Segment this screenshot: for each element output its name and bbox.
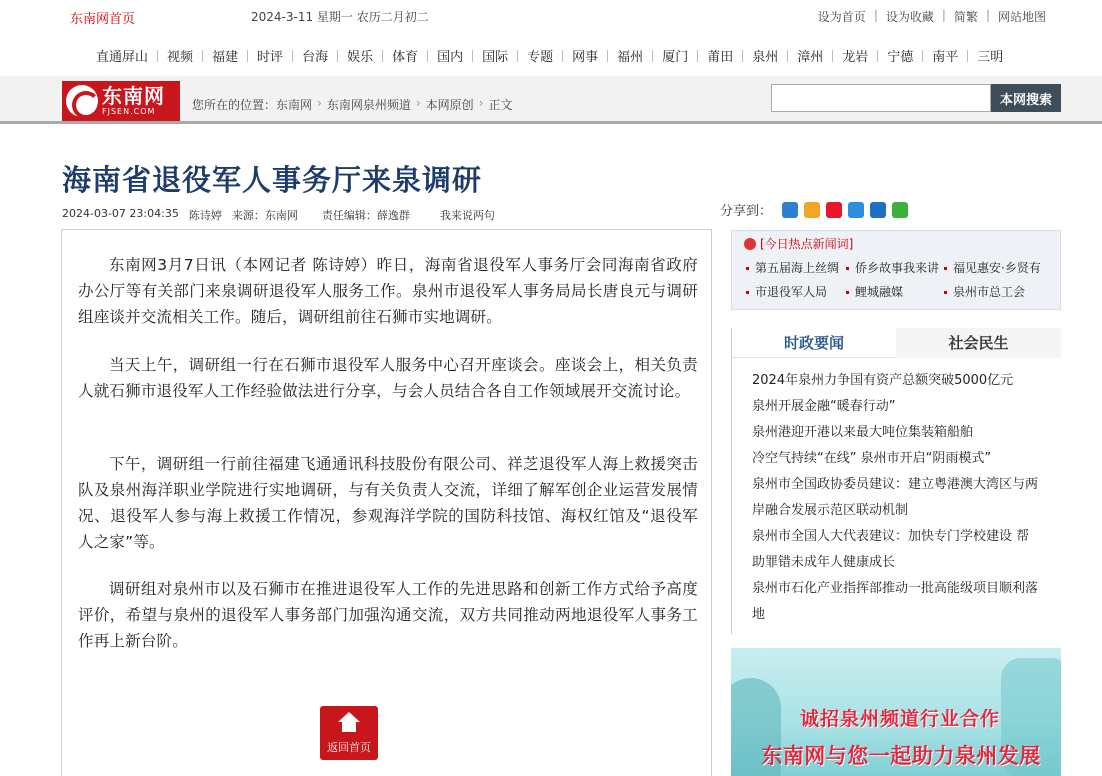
back-home-button[interactable] bbox=[320, 706, 378, 760]
article-paragraph: 东南网3月7日讯（本网记者 陈诗婷）昨日，海南省退役军人事务厅会同海南省政府办公厅等有关部门来泉调研退役军人服务工作。泉州市退役军人事务局局长唐良元与调研组座谈并交流相关工作。随后，调研组前往石狮市实地调研。 bbox=[78, 256, 698, 326]
chevron-right-icon: › bbox=[478, 96, 484, 110]
divider bbox=[472, 50, 473, 62]
nav-item[interactable] bbox=[913, 46, 958, 65]
divider bbox=[922, 50, 923, 62]
breadcrumb-item[interactable]: 东南网泉州频道 bbox=[326, 98, 411, 112]
editor-label: 责任编辑： bbox=[321, 209, 377, 222]
chevron-right-icon: › bbox=[415, 96, 421, 110]
nav-item[interactable] bbox=[733, 46, 778, 65]
nav-item-label[interactable]: 漳州 bbox=[797, 50, 824, 65]
divider bbox=[382, 50, 383, 62]
source-label: 来源： bbox=[231, 209, 265, 222]
nav-item[interactable] bbox=[238, 46, 283, 65]
news-list-item[interactable]: 2024年泉州力争国有资产总额突破5000亿元 bbox=[752, 373, 1014, 388]
nav-item-label[interactable]: 泉州 bbox=[752, 50, 779, 65]
nav-item[interactable] bbox=[418, 46, 463, 65]
hot-news-item[interactable]: 福见惠安·乡贤有 bbox=[944, 259, 1041, 276]
article-paragraph: 调研组对泉州市以及石狮市在推进退役军人工作的先进思路和创新工作方式给予高度评价，希望与泉州的退役军人事务部门加强沟通交流，双方共同推动两地退役军人事务工作再上新台阶。 bbox=[78, 580, 698, 650]
article-body bbox=[61, 229, 712, 776]
news-list-item[interactable]: 泉州市全国人大代表建议：加快专门学校建设 帮 bbox=[752, 529, 1030, 544]
tqq-share-icon[interactable] bbox=[804, 202, 820, 218]
divider bbox=[832, 50, 833, 62]
nav-item-label[interactable]: 龙岩 bbox=[842, 50, 869, 65]
breadcrumb-item[interactable]: 东南网 bbox=[276, 98, 313, 112]
nav-item[interactable] bbox=[328, 46, 373, 65]
renren-share-icon[interactable] bbox=[870, 202, 886, 218]
date-text: 2024-3-11 星期一 农历二月初二 bbox=[251, 10, 429, 24]
breadcrumb-item[interactable]: 本网原创 bbox=[425, 98, 474, 112]
location-label: 您所在的位置： bbox=[192, 98, 277, 112]
news-list-item[interactable]: 冷空气持续“在线” 泉州市开启“阴雨模式” bbox=[752, 451, 992, 466]
nav-item-label[interactable]: 国际 bbox=[482, 50, 509, 65]
nav-item[interactable] bbox=[193, 46, 238, 65]
nav-item-label[interactable]: 福建 bbox=[212, 50, 239, 65]
hot-news-title: [今日热点新闻词] bbox=[760, 237, 854, 251]
nav-item-label[interactable]: 宁德 bbox=[887, 50, 914, 65]
back-home-label: 返回首页 bbox=[327, 741, 371, 754]
article-title: 海南省退役军人事务厅来泉调研 bbox=[62, 163, 483, 197]
hot-news-item[interactable]: 第五届海上丝绸 bbox=[746, 259, 839, 276]
nav-item-label[interactable]: 时评 bbox=[257, 50, 284, 65]
nav-item-label[interactable]: 南平 bbox=[932, 50, 959, 65]
nav-item-label[interactable]: 莆田 bbox=[707, 50, 734, 65]
news-list-item[interactable]: 岸融合发展示范区联动机制 bbox=[752, 503, 909, 518]
logo-subtext: FJSEN.COM bbox=[102, 107, 156, 116]
divider bbox=[787, 50, 788, 62]
divider bbox=[607, 50, 608, 62]
divider bbox=[517, 50, 518, 62]
news-list-item[interactable]: 助罪错未成年人健康成长 bbox=[752, 555, 896, 570]
home-icon bbox=[338, 712, 360, 732]
divider: | bbox=[985, 8, 990, 22]
nav-item[interactable] bbox=[96, 46, 148, 65]
editor-name: 薛逸群 bbox=[376, 209, 410, 222]
weibo-share-icon[interactable] bbox=[826, 202, 842, 218]
publish-datetime: 2024-03-07 23:04:35 bbox=[62, 207, 179, 220]
nav-item[interactable] bbox=[778, 46, 823, 65]
nav-item-label[interactable]: 体育 bbox=[392, 50, 419, 65]
divider bbox=[157, 50, 158, 62]
header-band bbox=[0, 76, 1102, 124]
hot-news-item[interactable]: 市退役军人局 bbox=[746, 283, 827, 300]
divider bbox=[202, 50, 203, 62]
news-list-item[interactable]: 泉州开展金融“暖春行动” bbox=[752, 399, 896, 414]
divider bbox=[731, 358, 732, 634]
news-list-item[interactable]: 泉州港迎开港以来最大吨位集装箱船舶 bbox=[752, 425, 974, 440]
news-list-item[interactable]: 泉州市全国政协委员建议：建立粤港澳大湾区与两 bbox=[752, 477, 1039, 492]
search-button[interactable]: 本网搜索 bbox=[991, 84, 1061, 112]
logo-text: 东南网 bbox=[102, 84, 165, 108]
banner-line-1: 诚招泉州频道行业合作 bbox=[799, 708, 1000, 730]
search-input[interactable] bbox=[771, 84, 991, 112]
nav-list bbox=[96, 46, 1003, 65]
news-list-item[interactable]: 地 bbox=[752, 607, 766, 622]
breadcrumb bbox=[192, 96, 513, 113]
author-name: 陈诗婷 bbox=[188, 209, 222, 222]
nav-item-label[interactable]: 网事 bbox=[572, 50, 599, 65]
nav-item[interactable] bbox=[823, 46, 868, 65]
sitemap-link[interactable]: 网站地图 bbox=[997, 10, 1046, 24]
news-tabs bbox=[731, 328, 1061, 358]
divider bbox=[877, 50, 878, 62]
site-logo[interactable] bbox=[62, 81, 180, 121]
source-name: 东南网 bbox=[264, 209, 298, 222]
divider bbox=[742, 50, 743, 62]
divider bbox=[652, 50, 653, 62]
nav-item-label[interactable]: 福州 bbox=[617, 50, 644, 65]
channel-nav bbox=[0, 32, 1102, 76]
divider bbox=[427, 50, 428, 62]
divider: | bbox=[873, 8, 878, 22]
nav-item[interactable] bbox=[283, 46, 328, 65]
nav-item[interactable] bbox=[688, 46, 733, 65]
article-paragraph: 当天上午，调研组一行在石狮市退役军人服务中心召开座谈会。座谈会上，相关负责人就石狮市退役军人工作经验做法进行分享，与会人员结合各自工作领域展开交流讨论。 bbox=[78, 356, 698, 400]
hot-news-heading bbox=[744, 235, 853, 252]
home-badge-icon bbox=[744, 238, 756, 250]
divider bbox=[292, 50, 293, 62]
nav-item[interactable] bbox=[373, 46, 418, 65]
nav-item[interactable] bbox=[553, 46, 598, 65]
nav-item-label[interactable]: 台海 bbox=[302, 50, 329, 65]
wechat-share-icon[interactable] bbox=[892, 202, 908, 218]
nav-item[interactable] bbox=[643, 46, 688, 65]
tab-politics[interactable]: 时政要闻 bbox=[731, 328, 896, 358]
divider bbox=[247, 50, 248, 62]
divider bbox=[337, 50, 338, 62]
nav-item-label[interactable]: 直通屏山 bbox=[96, 50, 149, 65]
nav-item-label[interactable]: 厦门 bbox=[662, 50, 689, 65]
nav-item[interactable] bbox=[148, 46, 193, 65]
hot-news-box bbox=[731, 230, 1061, 310]
hot-news-item[interactable]: 鲤城融媒 bbox=[846, 283, 903, 300]
simplified-traditional-link[interactable]: 简繁 bbox=[953, 10, 978, 24]
hot-news-item[interactable]: 泉州市总工会 bbox=[944, 283, 1025, 300]
nav-item[interactable] bbox=[508, 46, 553, 65]
home-link[interactable]: 东南网首页 bbox=[70, 12, 136, 27]
nav-item[interactable] bbox=[958, 46, 1003, 65]
logo-mark-icon bbox=[66, 85, 98, 117]
banner-line-2: 东南网与您一起助力泉州发展 bbox=[761, 744, 1041, 768]
site-search bbox=[771, 84, 1061, 112]
qzone-share-icon[interactable] bbox=[782, 202, 798, 218]
divider bbox=[562, 50, 563, 62]
add-favorite-link[interactable]: 设为收藏 bbox=[885, 10, 934, 24]
news-list-item[interactable]: 泉州市石化产业指挥部推动一批高能级项目顺利落 bbox=[752, 581, 1039, 596]
nav-item-label[interactable]: 视频 bbox=[167, 50, 194, 65]
article-paragraph: 下午，调研组一行前往福建飞通通讯科技股份有限公司、祥芝退役军人海上救援突击队及泉州海洋职业学院进行实地调研，与有关负责人交流，详细了解军创企业运营发展情况、退役军人参与海上救援工作情况，参观海洋学院的国防科技馆、海权红馆及“退役军人之家”等。 bbox=[78, 455, 698, 551]
share-icons bbox=[776, 202, 908, 218]
nav-item-label[interactable]: 三明 bbox=[977, 50, 1004, 65]
divider bbox=[967, 50, 968, 62]
nav-item-label[interactable]: 专题 bbox=[527, 50, 554, 65]
top-bar bbox=[0, 0, 1102, 32]
comment-link[interactable]: 我来说两句 bbox=[439, 209, 495, 222]
divider bbox=[697, 50, 698, 62]
nav-item[interactable] bbox=[868, 46, 913, 65]
article-meta bbox=[62, 207, 495, 223]
nav-item-label[interactable]: 娱乐 bbox=[347, 50, 374, 65]
chevron-right-icon: › bbox=[317, 96, 322, 110]
nav-item-label[interactable]: 国内 bbox=[437, 50, 464, 65]
nav-item[interactable] bbox=[598, 46, 643, 65]
tab-society[interactable]: 社会民生 bbox=[896, 328, 1061, 358]
share-label: 分享到： bbox=[720, 204, 773, 219]
news-list bbox=[752, 368, 1062, 628]
pengyou-share-icon[interactable] bbox=[848, 202, 864, 218]
share-bar bbox=[720, 200, 908, 219]
nav-item[interactable] bbox=[463, 46, 508, 65]
hot-news-item[interactable]: 侨乡故事我来讲 bbox=[846, 259, 939, 276]
promo-banner[interactable] bbox=[731, 648, 1061, 776]
breadcrumb-current: 正文 bbox=[488, 98, 513, 112]
set-homepage-link[interactable]: 设为首页 bbox=[817, 10, 866, 24]
divider: | bbox=[941, 8, 946, 22]
top-links bbox=[818, 8, 1046, 25]
